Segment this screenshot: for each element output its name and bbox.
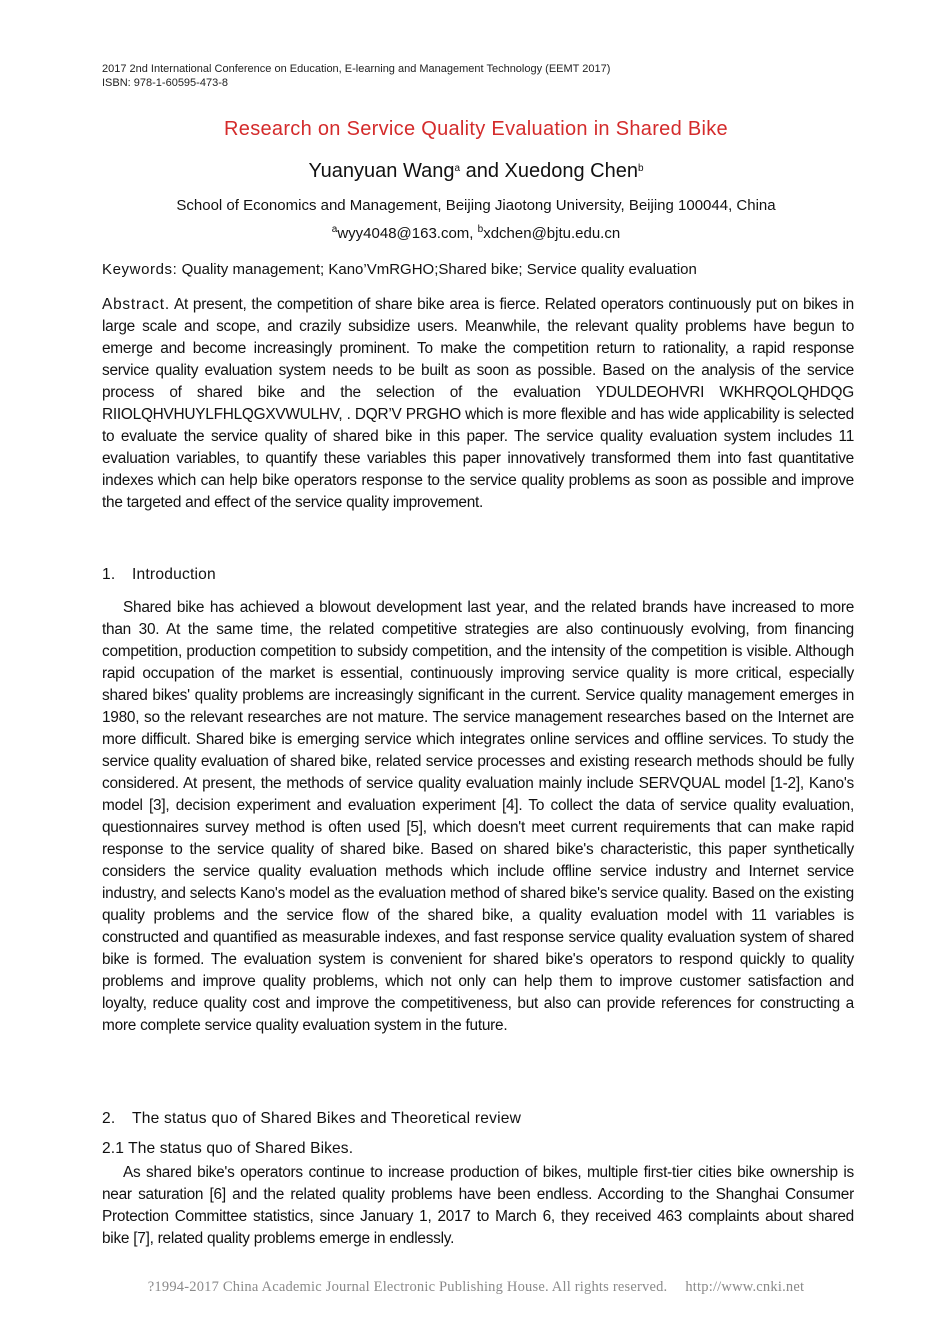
section-heading: [102, 1110, 521, 1128]
affiliation-mark: a: [331, 224, 338, 235]
keywords-label: Keywords:: [102, 261, 178, 278]
author-name: Yuanyuan Wang: [308, 160, 455, 182]
watermark-footer: [0, 1279, 952, 1296]
keywords-text: Quality management; Kano’VmRGHO;Shared bike; Service quality evaluation: [177, 261, 697, 278]
conference-name: 2017 2nd International Conference on Education, E-learning and Management Technology (EEMT 2017): [102, 63, 611, 75]
abstract-text: At present, the competition of share bike area is fierce. Related operators continuously put on bikes in large scale and scope, and crazily subsidize users. Meanwhile, the relevant quality problems have begun to emerge and become increasingly prominent. To make the competition return to rationality, a rapid response service quality evaluation system needs to be built as soon as possible. Based on the analysis of the service process of shared bike and the selection of the evaluation YDULDEOHVRI WKHRQOLQHDQG RIIOLQHVHUYLFHLQGXVWULHV, . DQR’V PRGHO which is more flexible and has wide applicability is selected to evaluate the service quality of shared bike in this paper. The service quality evaluation system includes 11 evaluation variables, to quantify these variables this paper innovatively transformed them into fast quantitative indexes which can help bike operators response to the service quality problems as soon as possible and improve the targeted and effect of the service quality improvement.: [102, 296, 859, 511]
section-heading: [102, 566, 216, 584]
abstract: [102, 294, 859, 514]
affiliation-mark: b: [477, 224, 484, 235]
paper-title: Research on Service Quality Evaluation in Shared Bike: [224, 118, 728, 140]
author-email[interactable]: wyy4048@163.com,: [337, 225, 478, 242]
isbn: ISBN: 978-1-60595-473-8: [102, 77, 228, 89]
author-conjunction: and: [460, 160, 505, 182]
paragraph: Shared bike has achieved a blowout development last year, and the related brands have increased to more than 30. At the same time, the related competitive strategies are also continuously evolving, from financing competition, production competition to subsidy competition, and the intensity of the competition is visible. Although rapid occupation of the market is essential, continuously improving service quality is more critical, especially shared bikes' quality problems are increasingly significant in the current. Service quality management emerges in 1980, so the relevant researches are not mature. The service management researches based on the Internet are more difficult. Shared bike is emerging service which integrates online services and offline services. To study the service quality evaluation of shared bike, related service processes and existing research methods should be fully considered. At present, the methods of service quality evaluation mainly include SERVQUAL model [1-2], Kano's model [3], decision experiment and evaluation experiment [4]. To collect the data of service quality evaluation, questionnaires survey method is often used [5], which doesn't meet current requirements that can make rapid response to the service quality of shared bike. Based on shared bike's characteristic, this paper synthetically considers the service quality evaluation methods which include offline service industry and Internet service industry, and selects Kano's model as the evaluation method of shared bike's service quality. Based on the existing quality problems and the service flow of the shared bike, a quality evaluation model with 11 variables is constructed and quantified as measurable indexes, and fast response service quality evaluation system of shared bike is formed. The evaluation system is convenient for shared bike's operators to respond quickly to quality problems and improve quality problems, which not only can help them to improve customer satisfaction and loyalty, reduce quality cost and improve the competitiveness, but also can provide references for constructing a more complete service quality evaluation system in the future.: [102, 599, 854, 1034]
footer-url[interactable]: http://www.cnki.net: [685, 1279, 805, 1295]
copyright-text: ?1994-2017 China Academic Journal Electronic Publishing House. All rights reserved.: [147, 1279, 668, 1295]
section-title: The status quo of Shared Bikes and Theoretical review: [132, 1110, 522, 1127]
section-number: 1.: [102, 566, 116, 583]
keywords: [102, 261, 854, 278]
author-email[interactable]: xdchen@bjtu.edu.cn: [483, 225, 621, 242]
introduction-body: [102, 597, 854, 1037]
subsection-heading: 2.1 The status quo of Shared Bikes.: [102, 1140, 354, 1157]
abstract-label: Abstract.: [102, 296, 170, 313]
paragraph: As shared bike's operators continue to increase production of bikes, multiple first-tier cities bike ownership is near saturation [6] and the related quality problems have been endless. According to the Shanghai Consumer Protection Committee statistics, since January 1, 2017 to March 6, they received 463 complaints about shared bike [7], related quality problems emerge in endlessly.: [102, 1164, 854, 1247]
affiliation: School of Economics and Management, Beijing Jiaotong University, Beijing 100044, China: [176, 197, 776, 214]
email-line: [0, 225, 952, 242]
affiliation-mark: b: [637, 163, 644, 174]
author-line: [0, 160, 952, 183]
author-name: Xuedong Chen: [504, 160, 638, 182]
subsection-body: [102, 1162, 854, 1250]
affiliation-mark: a: [454, 163, 461, 174]
conference-header: [102, 62, 610, 90]
section-title: Introduction: [132, 566, 216, 583]
section-number: 2.: [102, 1110, 116, 1127]
